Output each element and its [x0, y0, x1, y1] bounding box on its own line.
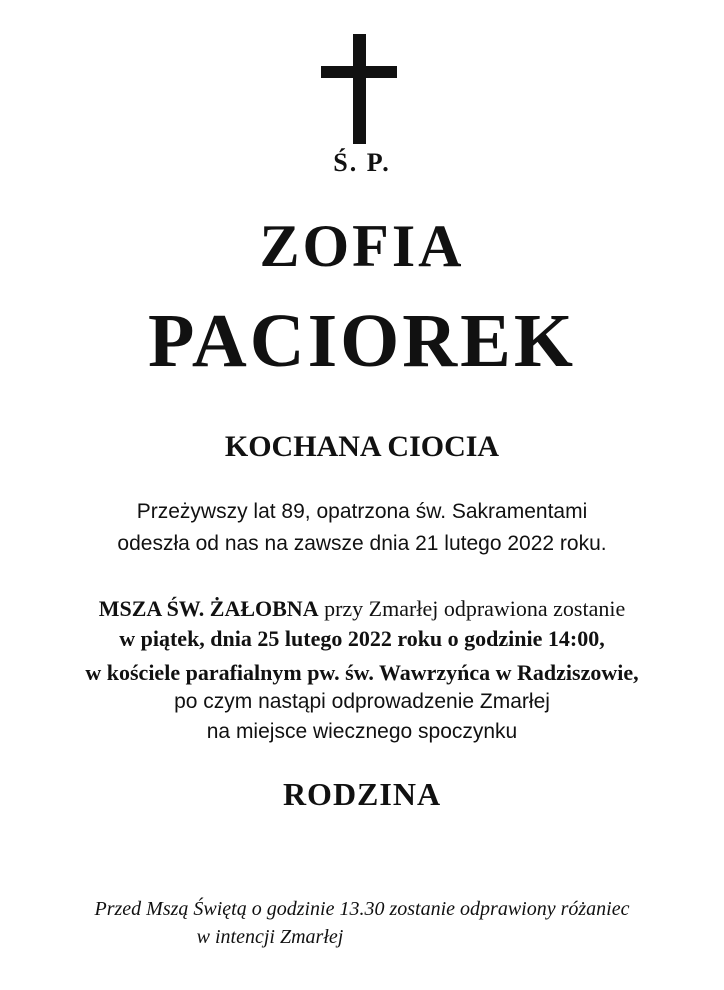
- mass-line-1: [0, 596, 724, 622]
- cross-icon: [321, 34, 397, 144]
- bio-line-2: odeszła od nas na zawsze dnia 21 lutego 2022 roku.: [117, 532, 607, 555]
- mass-line-3: w kościele parafialnym pw. św. Wawrzyńca w Radziszowie,: [85, 660, 639, 685]
- initials-sp: Ś. P.: [333, 148, 391, 177]
- cross-vertical-bar: [353, 34, 366, 144]
- relation-title: KOCHANA CIOCIA: [224, 430, 500, 463]
- cross-horizontal-bar: [321, 66, 397, 78]
- mass-line-2: w piątek, dnia 25 lutego 2022 roku o godzinie 14:00,: [119, 626, 605, 651]
- note-line-1: Przed Mszą Świętą o godzinie 13.30 zostanie odprawiony różaniec: [94, 898, 630, 920]
- first-name: ZOFIA: [259, 213, 465, 279]
- mass-line-1-rest: przy Zmarłej odprawiona zostanie: [318, 596, 626, 621]
- last-name: PACIOREK: [148, 299, 576, 383]
- note-line-2: w intencji Zmarłej: [196, 926, 344, 948]
- bio-line-1: Przeżywszy lat 89, opatrzona św. Sakramentami: [136, 500, 588, 523]
- signature: RODZINA: [282, 776, 442, 812]
- mass-title: MSZA ŚW. ŻAŁOBNA: [98, 596, 319, 621]
- mass-line-4: po czym nastąpi odprowadzenie Zmarłej: [174, 690, 550, 713]
- mass-line-5: na miejsce wiecznego spoczynku: [206, 720, 518, 743]
